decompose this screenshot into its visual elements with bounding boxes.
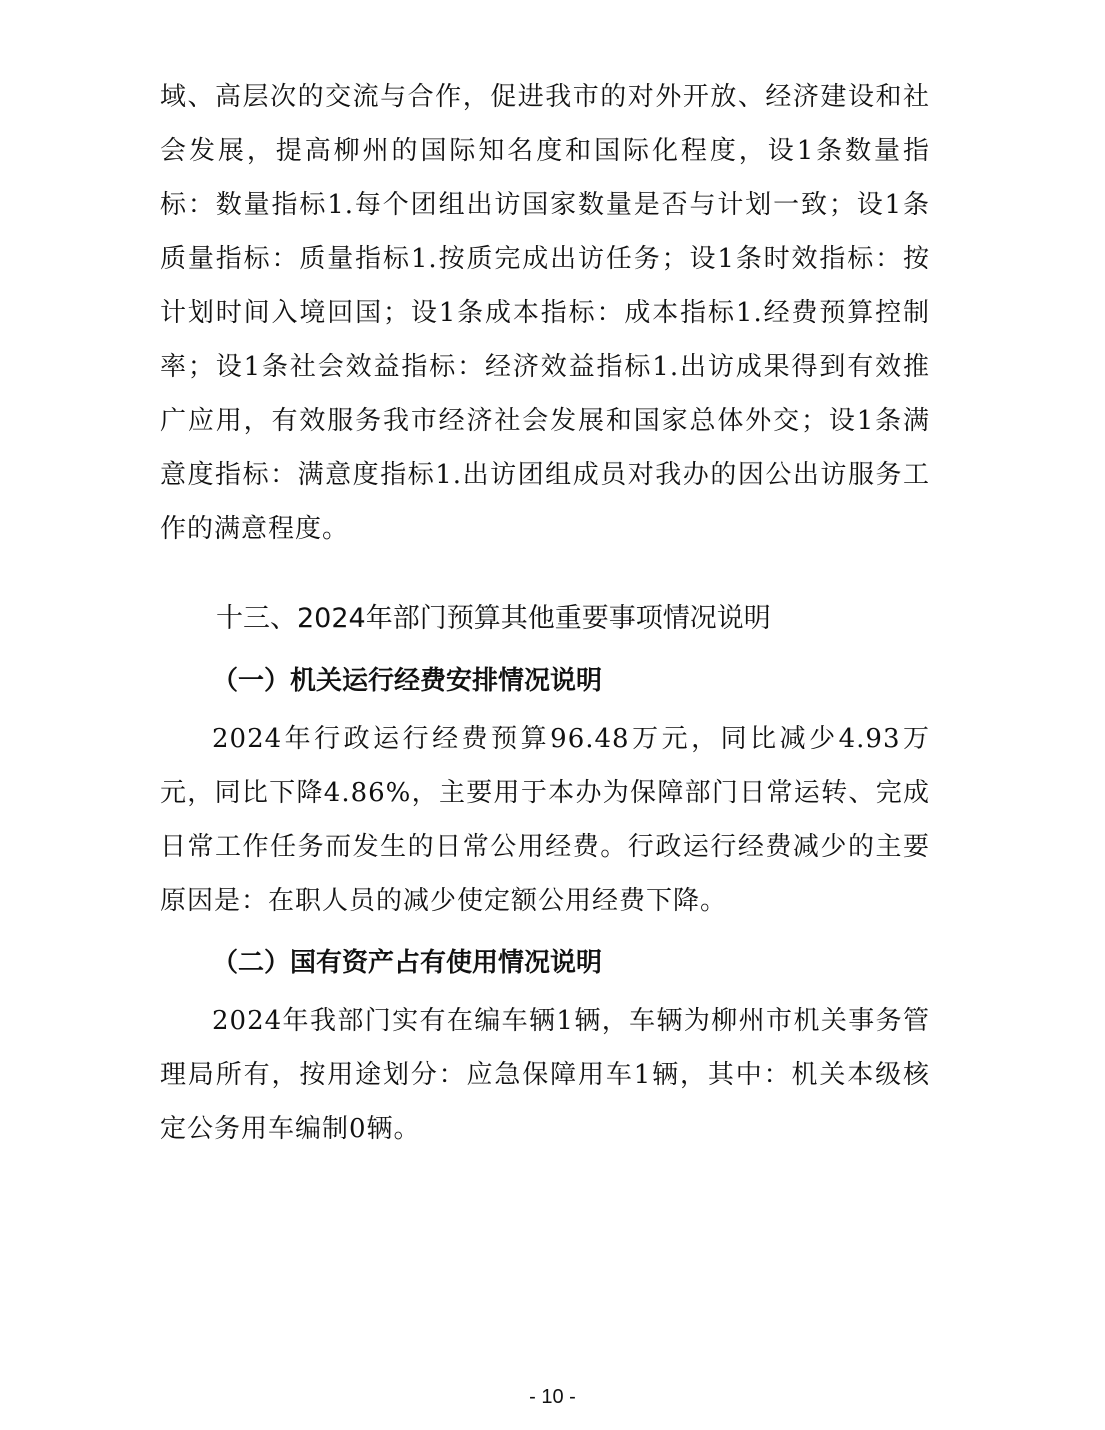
document-page bbox=[160, 70, 930, 1156]
page-number: - 10 - bbox=[529, 1386, 576, 1408]
intro-paragraph: 域、高层次的交流与合作，促进我市的对外开放、经济建设和社会发展，提高柳州的国际知名度和国际化程度，设1条数量指标：数量指标1.每个团组出访国家数量是否与计划一致；设1条质量指标：质量指标1.按质完成出访任务；设1条时效指标：按计划时间入境回国；设1条成本指标：成本指标1.经费预算控制率；设1条社会效益指标：经济效益指标1.出访成果得到有效推广应用，有效服务我市经济社会发展和国家总体外交；设1条满意度指标：满意度指标1.出访团组成员对我办的因公出访服务工作的满意程度。 bbox=[160, 82, 930, 544]
subsection-1-title: （一）机关运行经费安排情况说明 bbox=[212, 666, 603, 696]
subsection-2-title: （二）国有资产占有使用情况说明 bbox=[212, 948, 603, 978]
subsection-1-body: 2024年行政运行经费预算96.48万元，同比减少4.93万元，同比下降4.86%，主要用于本办为保障部门日常运转、完成日常工作任务而发生的日常公用经费。行政运行经费减少的主要原因是：在职人员的减少使定额公用经费下降。 bbox=[160, 724, 930, 916]
subsection-2-body: 2024年我部门实有在编车辆1辆，车辆为柳州市机关事务管理局所有，按用途划分：应急保障用车1辆，其中：机关本级核定公务用车编制0辆。 bbox=[160, 1006, 930, 1144]
section-13-title: 十三、2024年部门预算其他重要事项情况说明 bbox=[216, 603, 771, 634]
